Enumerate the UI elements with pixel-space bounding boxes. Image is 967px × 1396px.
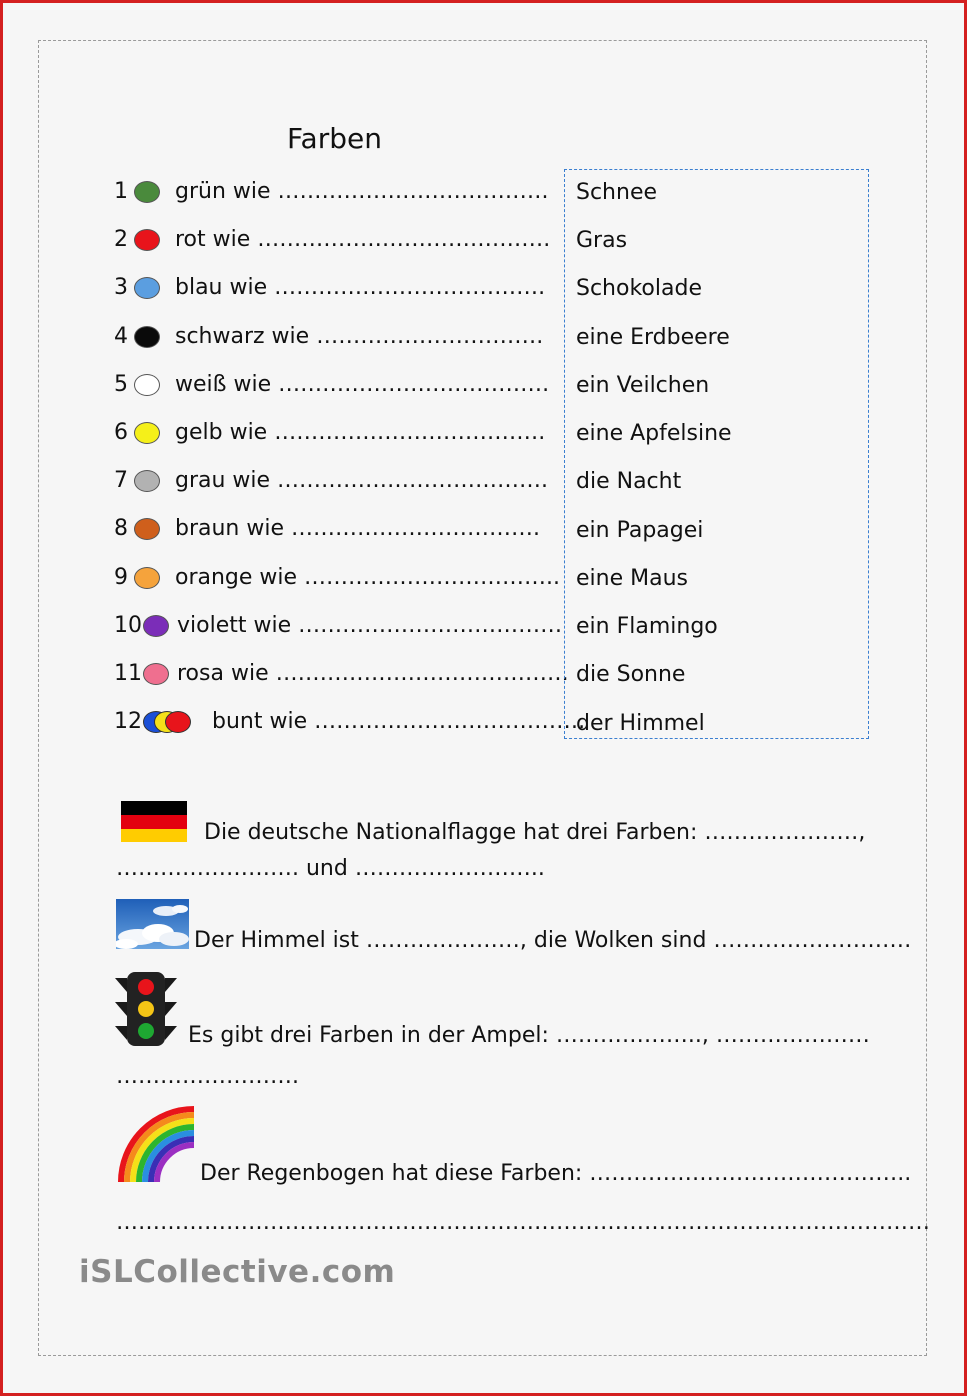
answer-item: ein Flamingo: [576, 614, 718, 639]
exercise-number: 6: [114, 420, 128, 445]
german-flag-icon: [121, 801, 187, 842]
sky-clouds-icon: [116, 899, 189, 949]
answer-item: ein Papagei: [576, 518, 704, 543]
answer-item: ein Veilchen: [576, 373, 710, 398]
color-dot-icon: [134, 277, 160, 299]
flag-sentence-line2: ……………………. und ……………………..: [116, 856, 545, 881]
exercise-number: 11: [114, 661, 142, 686]
exercise-number: 3: [114, 275, 128, 300]
exercise-prompt: weiß wie ……………………………….: [175, 372, 550, 397]
exercise-number: 12: [114, 709, 142, 734]
site-logo: iSLCollective.com: [79, 1254, 396, 1290]
answer-item: eine Apfelsine: [576, 421, 732, 446]
rainbow-icon: [116, 1104, 194, 1184]
answer-item: Schokolade: [576, 276, 702, 301]
answer-item: die Sonne: [576, 662, 686, 687]
color-dot-icon: [134, 470, 160, 492]
exercise-prompt: orange wie ……………………………..: [175, 565, 561, 590]
traffic-light-icon: [115, 972, 177, 1046]
color-dot-icon: [143, 615, 169, 637]
exercise-number: 8: [114, 516, 128, 541]
sky-sentence: Der Himmel ist …………………, die Wolken sind ………………………: [194, 928, 912, 953]
color-dot-icon: [165, 711, 191, 733]
exercise-prompt: grün wie ……………………………….: [175, 179, 549, 204]
exercise-prompt: violett wie ………………………………: [177, 613, 563, 638]
color-dot-icon: [134, 229, 160, 251]
color-dot-icon: [143, 663, 169, 685]
rainbow-sentence-line2: …………………………………………………………………………………………………: [116, 1210, 930, 1235]
answer-item: eine Erdbeere: [576, 325, 730, 350]
traffic-sentence-line2: …………………….: [116, 1064, 299, 1089]
answer-item: Gras: [576, 228, 628, 253]
color-dot-icon: [134, 326, 160, 348]
exercise-number: 9: [114, 565, 128, 590]
color-dot-icon: [134, 422, 160, 444]
exercise-prompt: blau wie ……………………………….: [175, 275, 546, 300]
traffic-sentence-line1: Es gibt drei Farben in der Ampel: ……………….., …………………: [188, 1023, 870, 1048]
exercise-prompt: rosa wie ………………………………….: [177, 661, 569, 686]
worksheet-title: Farben: [287, 122, 382, 155]
exercise-prompt: grau wie ……………………………….: [175, 468, 549, 493]
exercise-number: 4: [114, 324, 128, 349]
color-dot-icon: [134, 181, 160, 203]
answer-item: Schnee: [576, 180, 658, 205]
exercise-number: 1: [114, 179, 128, 204]
exercise-prompt: bunt wie ……………………………….: [212, 709, 586, 734]
color-dot-icon: [134, 567, 160, 589]
exercise-prompt: rot wie ………………………………….: [175, 227, 551, 252]
color-dot-icon: [134, 518, 160, 540]
exercise-number: 10: [114, 613, 142, 638]
exercise-number: 7: [114, 468, 128, 493]
color-dot-icon: [134, 374, 160, 396]
exercise-prompt: braun wie …………………………….: [175, 516, 540, 541]
exercise-number: 2: [114, 227, 128, 252]
answer-item: die Nacht: [576, 469, 682, 494]
flag-sentence-line1: Die deutsche Nationalflagge hat drei Farben: …………………,: [204, 820, 866, 845]
exercise-number: 5: [114, 372, 128, 397]
rainbow-sentence-line1: Der Regenbogen hat diese Farben: ……………………………………..: [200, 1161, 912, 1186]
answer-item: der Himmel: [576, 711, 705, 736]
exercise-prompt: gelb wie ……………………………….: [175, 420, 546, 445]
answer-item: eine Maus: [576, 566, 688, 591]
exercise-prompt: schwarz wie ………………………….: [175, 324, 544, 349]
